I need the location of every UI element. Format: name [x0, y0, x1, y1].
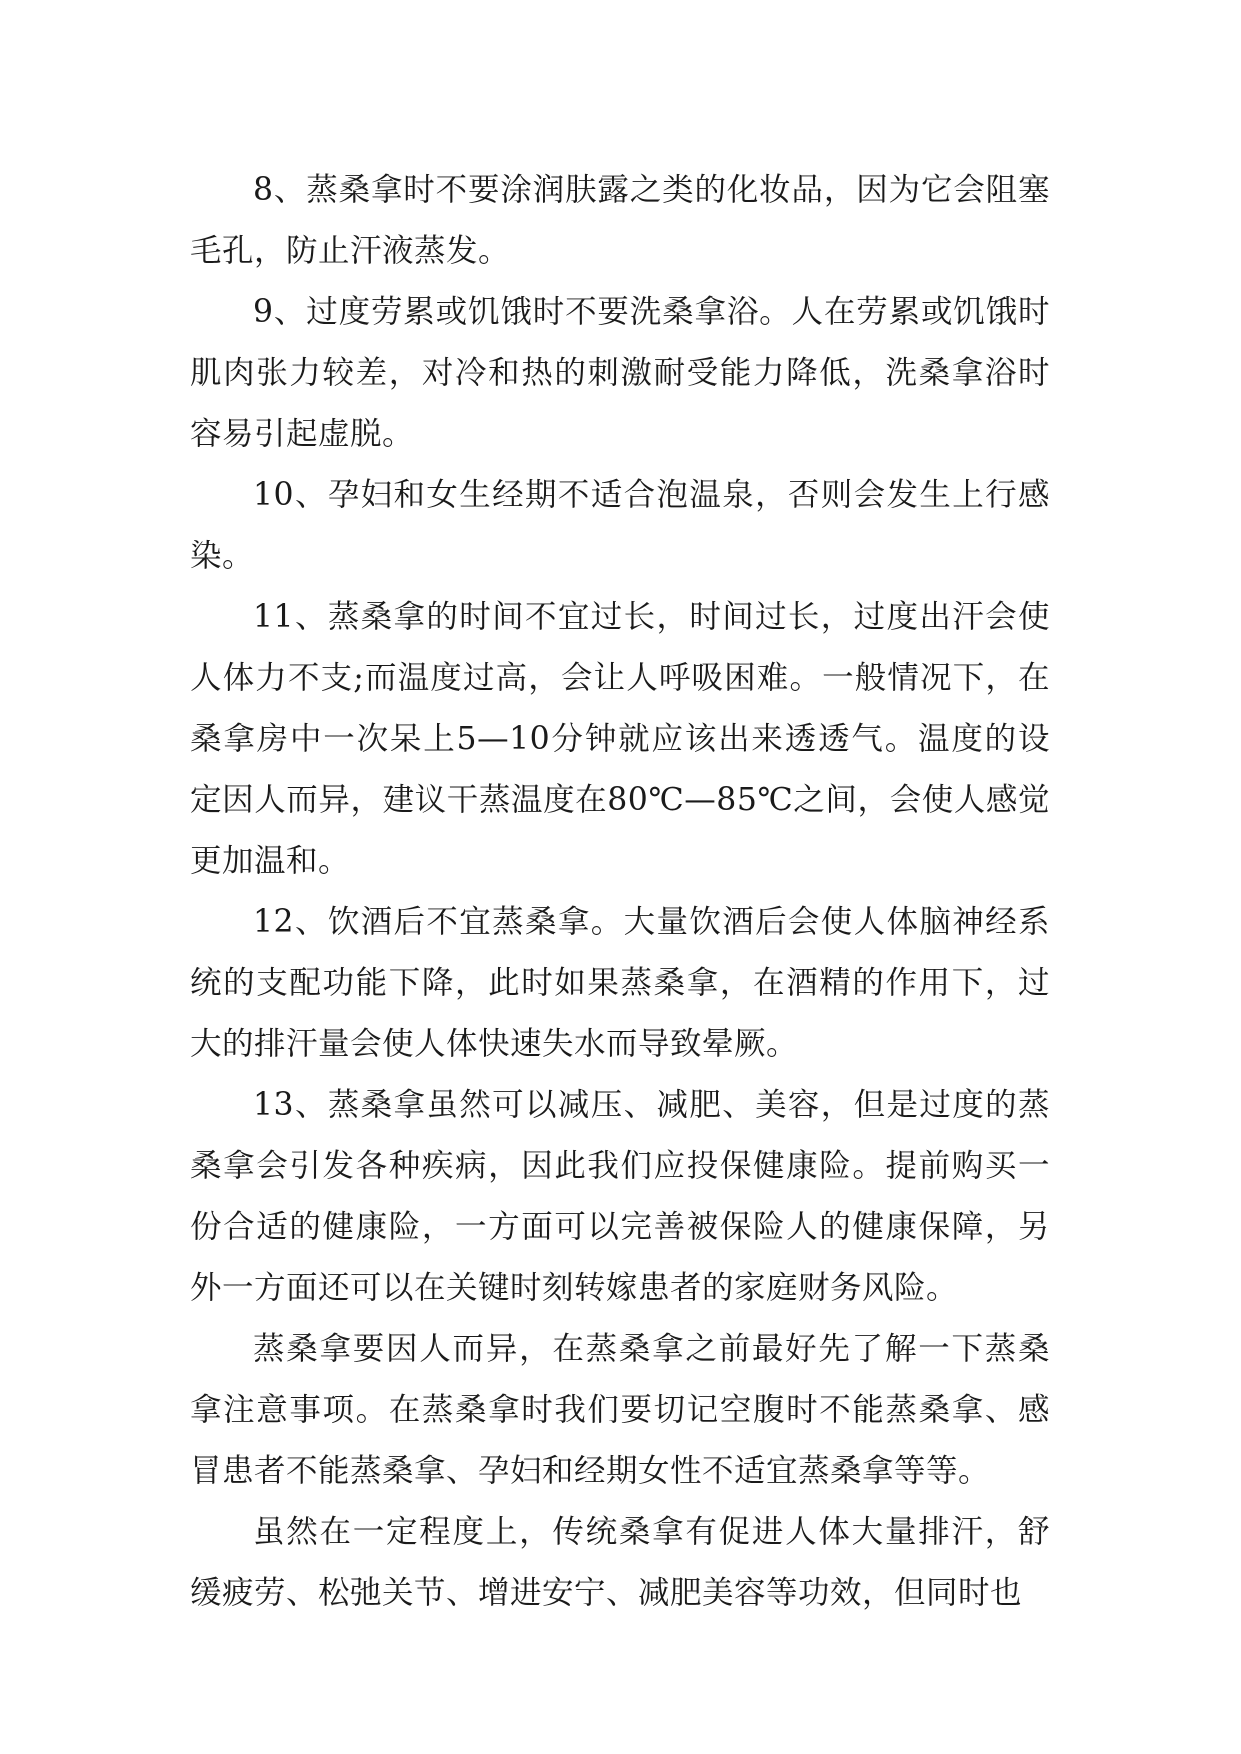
paragraph-summary: 蒸桑拿要因人而异，在蒸桑拿之前最好先了解一下蒸桑拿注意事项。在蒸桑拿时我们要切记空腹时不能蒸桑拿、感冒患者不能蒸桑拿、孕妇和经期女性不适宜蒸桑拿等等。	[190, 1331, 1050, 1489]
paragraph-item-9: 9、过度劳累或饥饿时不要洗桑拿浴。人在劳累或饥饿时肌肉张力较差，对冷和热的刺激耐受能力降低，洗桑拿浴时容易引起虚脱。	[190, 294, 1050, 452]
paragraph-item-11: 11、蒸桑拿的时间不宜过长，时间过长，过度出汗会使人体力不支;而温度过高，会让人呼吸困难。一般情况下，在桑拿房中一次呆上5—10分钟就应该出来透透气。温度的设定因人而异，建议干蒸温度在80℃—85℃之间，会使人感觉更加温和。	[190, 599, 1050, 879]
paragraph-item-10: 10、孕妇和女生经期不适合泡温泉，否则会发生上行感染。	[190, 477, 1050, 574]
paragraph-item-8: 8、蒸桑拿时不要涂润肤露之类的化妆品，因为它会阻塞毛孔，防止汗液蒸发。	[190, 172, 1050, 269]
paragraph-item-12: 12、饮酒后不宜蒸桑拿。大量饮酒后会使人体脑神经系统的支配功能下降，此时如果蒸桑拿，在酒精的作用下，过大的排汗量会使人体快速失水而导致晕厥。	[190, 904, 1050, 1062]
paragraph-item-13: 13、蒸桑拿虽然可以减压、减肥、美容，但是过度的蒸桑拿会引发各种疾病，因此我们应投保健康险。提前购买一份合适的健康险，一方面可以完善被保险人的健康保障，另外一方面还可以在关键时刻转嫁患者的家庭财务风险。	[190, 1087, 1050, 1306]
paragraph-conclusion: 虽然在一定程度上，传统桑拿有促进人体大量排汗，舒缓疲劳、松弛关节、增进安宁、减肥美容等功效，但同时也	[190, 1514, 1050, 1611]
document-body	[190, 160, 1050, 1624]
